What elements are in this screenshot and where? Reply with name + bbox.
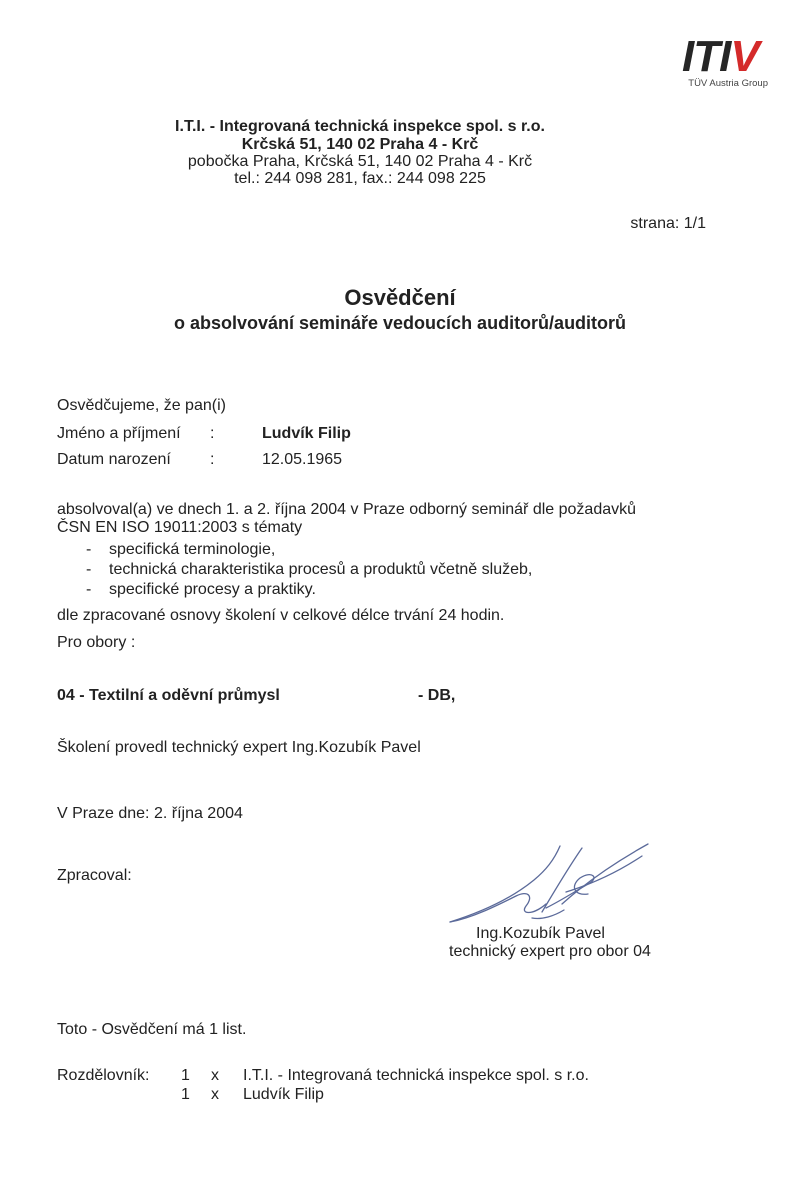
field-code: 04 - Textilní a oděvní průmysl xyxy=(57,687,280,704)
body-line-1: absolvoval(a) ve dnech 1. a 2. října 2004 v Praze odborný seminář dle požadavků xyxy=(57,501,637,518)
body-line-4: Pro obory : xyxy=(57,634,136,651)
iti-logo xyxy=(678,32,782,96)
bullet-item: specifické procesy a praktiky. xyxy=(109,581,316,598)
birth-label: Datum narození xyxy=(57,451,171,468)
company-name: I.T.I. - Integrovaná technická inspekce spol. s r.o. xyxy=(175,118,545,135)
trainer-line: Školení provedl technický expert Ing.Kozubík Pavel xyxy=(57,739,421,756)
page-number: strana: 1/1 xyxy=(630,215,706,232)
body-line-3: dle zpracované osnovy školení v celkové délce trvání 24 hodin. xyxy=(57,607,505,624)
name-value: Ludvík Filip xyxy=(262,425,351,442)
bullet-item: technická charakteristika procesů a produktů včetně služeb, xyxy=(109,561,533,578)
bullet-marker: - xyxy=(86,541,92,558)
processed-by-label: Zpracoval: xyxy=(57,867,132,884)
handwritten-signature xyxy=(442,834,662,934)
place-date: V Praze dne: 2. října 2004 xyxy=(57,805,243,822)
distribution-recipient: I.T.I. - Integrovaná technická inspekce spol. s r.o. xyxy=(243,1067,589,1084)
bullet-marker: - xyxy=(86,561,92,578)
company-address: Krčská 51, 140 02 Praha 4 - Krč xyxy=(241,136,479,153)
contact-phone: tel.: 244 098 281, fax.: 244 098 225 xyxy=(234,170,486,187)
distribution-count: 1 xyxy=(181,1067,190,1084)
intro-text: Osvědčujeme, že pan(i) xyxy=(57,397,226,414)
document-subtitle: o absolvování semináře vedoucích auditorů/auditorů xyxy=(173,313,627,333)
field-suffix: - DB, xyxy=(418,687,456,704)
birth-value: 12.05.1965 xyxy=(262,451,343,468)
name-separator: : xyxy=(210,425,215,442)
document-title: Osvědčení xyxy=(344,285,456,310)
name-label: Jméno a příjmení xyxy=(57,425,181,442)
logo-subtitle: TÜV Austria Group xyxy=(688,78,768,89)
birth-separator: : xyxy=(210,451,215,468)
signer-name: Ing.Kozubík Pavel xyxy=(476,925,605,942)
body-line-2: ČSN EN ISO 19011:2003 s tématy xyxy=(57,519,303,536)
branch-address: pobočka Praha, Krčská 51, 140 02 Praha 4 - Krč xyxy=(187,153,533,170)
sheet-count: Toto - Osvědčení má 1 list. xyxy=(57,1021,247,1038)
distribution-label: Rozdělovník: xyxy=(57,1067,150,1084)
distribution-times: x xyxy=(211,1067,219,1084)
signer-role: technický expert pro obor 04 xyxy=(449,943,651,960)
bullet-marker: - xyxy=(86,581,92,598)
bullet-item: specifická terminologie, xyxy=(109,541,276,558)
distribution-times: x xyxy=(211,1086,219,1103)
logo-wordmark: ITIV xyxy=(682,32,759,81)
distribution-count: 1 xyxy=(181,1086,190,1103)
distribution-recipient: Ludvík Filip xyxy=(243,1086,324,1103)
